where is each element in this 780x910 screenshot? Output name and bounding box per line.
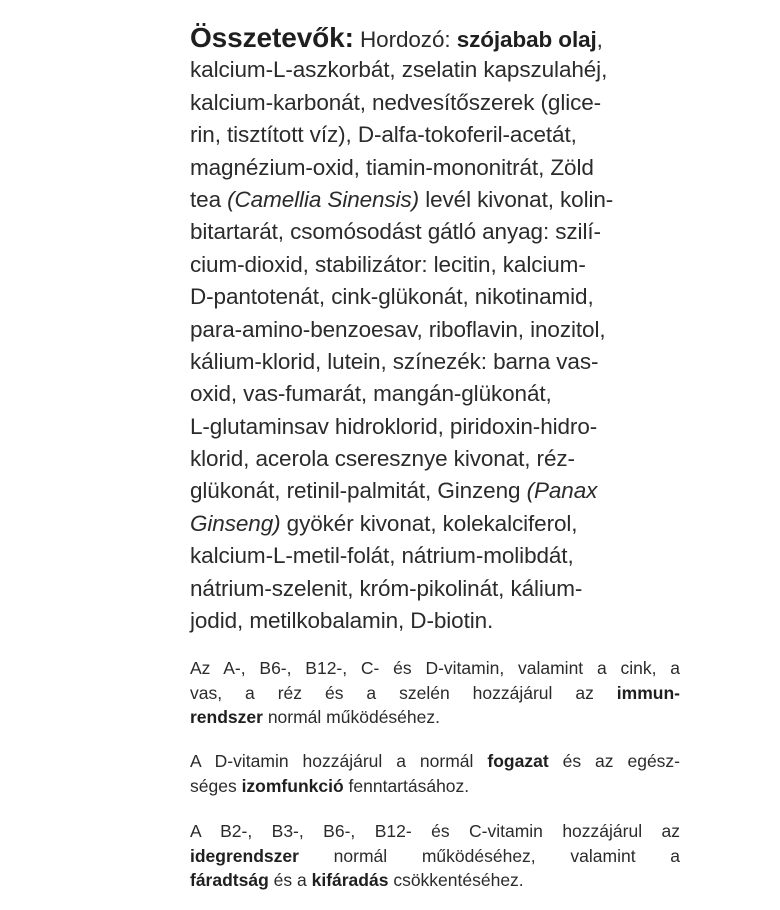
text-run: normál működéséhez, valamint a — [298, 845, 680, 866]
italic-term: (Camellia Sinensis) — [227, 186, 420, 212]
claim-line — [190, 681, 680, 706]
text-run: jodid, metilkobalamin, D-biotin. — [190, 608, 494, 634]
claim-line — [190, 774, 680, 799]
ingredients-line — [190, 540, 710, 572]
text-run: nátrium-szelenit, króm-pikolinát, kálium- — [190, 575, 583, 601]
text-run: klorid, acerola cseresznye kivonat, réz- — [190, 446, 575, 472]
text-run: glükonát, retinil-palmitát, Ginzeng — [190, 478, 527, 504]
text-run: Hordozó: — [353, 27, 457, 52]
ingredients-heading: Összetevők: — [190, 22, 354, 53]
health-claim-teeth-muscle — [190, 749, 680, 798]
ingredients-block — [190, 22, 710, 637]
text-run: A D-vitamin hozzájárul a normál — [190, 751, 488, 771]
claim-line — [190, 819, 680, 844]
ingredients-line — [190, 184, 710, 216]
ingredients-line — [190, 378, 710, 410]
italic-term: (Panax — [526, 478, 598, 504]
text-run: kalcium-L-aszkorbát, zselatin kapszulahéj, — [190, 57, 608, 83]
italic-term: Ginseng) — [190, 510, 281, 536]
text-run: fenntartásához. — [343, 775, 470, 796]
ingredients-line — [190, 508, 710, 540]
text-run: csökkentéséhez. — [388, 870, 524, 890]
health-claim-immune — [190, 656, 680, 730]
text-run: bitartarát, csomósodást gátló anyag: szilí- — [190, 219, 601, 245]
bold-term: izomfunkció — [241, 775, 344, 796]
ingredients-line — [190, 216, 710, 248]
ingredients-line — [190, 443, 710, 475]
ingredients-line — [190, 54, 710, 86]
ingredients-line — [190, 411, 710, 443]
claim-line — [190, 868, 680, 893]
bold-term: fáradtság — [190, 870, 269, 890]
text-run: cium-dioxid, stabilizátor: lecitin, kalcium- — [190, 251, 586, 277]
text-run: A B2-, B3-, B6-, B12- és C-vitamin hozzájárul az — [190, 821, 680, 841]
ingredients-line — [190, 152, 710, 184]
ingredients-line — [190, 314, 710, 346]
bold-term: kifáradás — [311, 870, 389, 890]
text-run: rin, tisztított víz), D-alfa-tokoferil-acetát, — [190, 122, 577, 148]
ingredients-line — [190, 605, 710, 637]
bold-term: rendszer — [190, 707, 263, 727]
text-run: magnézium-oxid, tiamin-mononitrát, Zöld — [190, 154, 594, 180]
ingredients-line — [190, 119, 710, 151]
text-run: oxid, vas-fumarát, mangán-glükonát, — [190, 381, 552, 407]
claim-line — [190, 705, 680, 730]
text-run: és a — [268, 870, 312, 890]
text-run: kalcium-L-metil-folát, nátrium-molibdát, — [190, 543, 574, 569]
text-run: vas, a réz és a szelén hozzájárul az — [190, 682, 617, 703]
text-run: , — [596, 27, 603, 52]
text-run: L-glutaminsav hidroklorid, piridoxin-hidro- — [190, 413, 598, 439]
bold-term: szójabab olaj — [456, 27, 597, 52]
text-run: para-amino-benzoesav, riboflavin, inozitol, — [190, 316, 606, 342]
text-run: séges — [190, 775, 242, 796]
text-run: levél kivonat, kolin- — [419, 186, 614, 212]
ingredients-line — [190, 249, 710, 281]
bold-term: immun- — [616, 682, 680, 703]
ingredients-line — [190, 346, 710, 378]
text-run: és az egész- — [548, 751, 681, 771]
text-run: normál működéséhez. — [262, 707, 440, 727]
text-run: Az A-, B6-, B12-, C- és D-vitamin, valamint a cink, a — [190, 658, 680, 678]
claim-line — [190, 656, 680, 681]
text-run: tea — [190, 186, 228, 212]
ingredients-line — [190, 573, 710, 605]
claim-line — [190, 749, 680, 774]
text-run: D-pantotenát, cink-glükonát, nikotinamid, — [190, 284, 594, 310]
text-run: gyökér kivonat, kolekalciferol, — [280, 510, 578, 536]
text-run: kálium-klorid, lutein, színezék: barna vas- — [190, 348, 599, 374]
claim-line — [190, 844, 680, 869]
ingredients-line — [190, 281, 710, 313]
ingredients-line — [190, 87, 710, 119]
ingredients-line — [190, 475, 710, 507]
bold-term: fogazat — [487, 751, 549, 771]
bold-term: idegrendszer — [190, 845, 299, 866]
ingredients-line — [190, 22, 710, 54]
text-run: kalcium-karbonát, nedvesítőszerek (glice- — [190, 89, 602, 115]
health-claim-nervous-fatigue — [190, 819, 680, 893]
